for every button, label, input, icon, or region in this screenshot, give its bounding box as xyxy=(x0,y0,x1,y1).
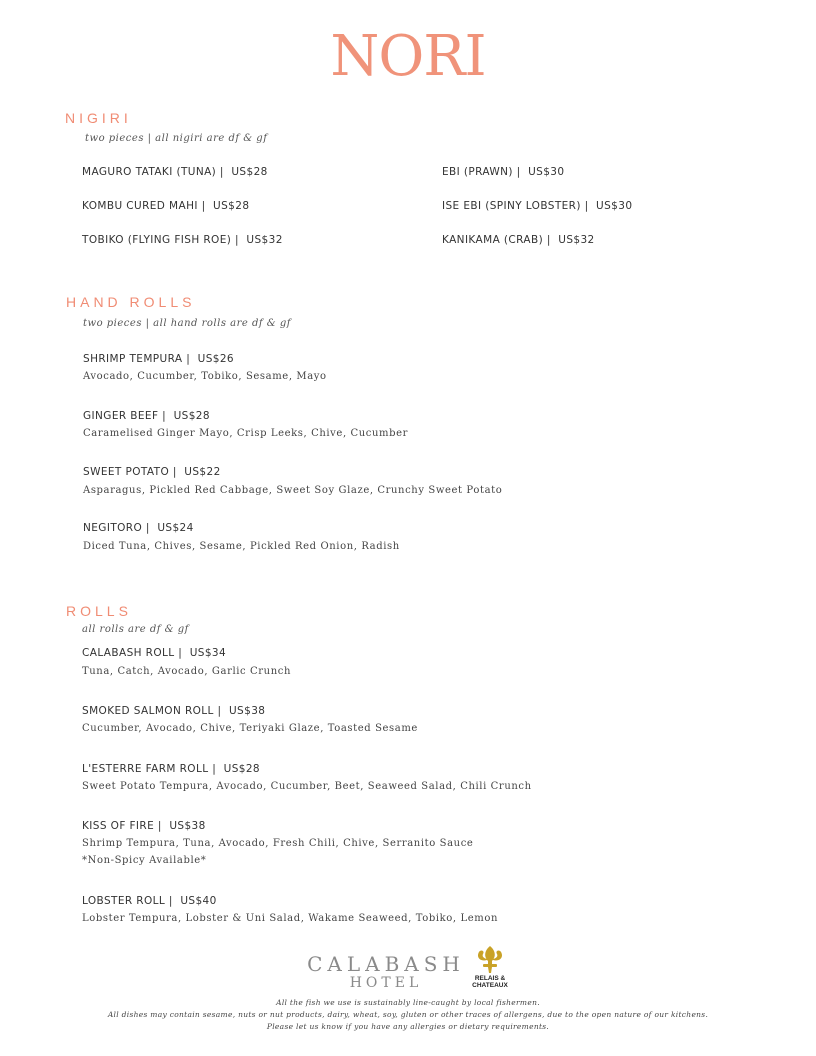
badge-line-1: RELAIS & xyxy=(474,975,506,982)
menu-item-smoked-salmon-roll: SMOKED SALMON ROLL | US$38 xyxy=(82,705,266,717)
menu-item-ise-ebi: ISE EBI (SPINY LOBSTER) | US$30 xyxy=(442,200,633,212)
section-title-hand-rolls: HAND ROLLS xyxy=(66,294,196,310)
menu-item-desc: Sweet Potato Tempura, Avocado, Cucumber, Beet, Seaweed Salad, Chili Crunch xyxy=(82,781,532,792)
hotel-subtitle: HOTEL xyxy=(349,975,423,991)
relais-chateaux-badge xyxy=(468,945,512,989)
menu-item-note: *Non-Spicy Available* xyxy=(82,855,207,866)
menu-item-shrimp-tempura: SHRIMP TEMPURA | US$26 xyxy=(83,353,235,365)
menu-item-kombu-cured-mahi: KOMBU CURED MAHI | US$28 xyxy=(82,200,250,212)
footer-line-3: Please let us know if you have any allergies or dietary requirements. xyxy=(266,1022,550,1031)
menu-item-tobiko: TOBIKO (FLYING FISH ROE) | US$32 xyxy=(82,234,283,246)
menu-item-desc: Asparagus, Pickled Red Cabbage, Sweet Soy Glaze, Crunchy Sweet Potato xyxy=(83,485,503,496)
restaurant-logo: NORI xyxy=(330,24,486,89)
menu-item-desc: Diced Tuna, Chives, Sesame, Pickled Red Onion, Radish xyxy=(83,541,400,552)
menu-item-desc: Caramelised Ginger Mayo, Crisp Leeks, Chive, Cucumber xyxy=(83,428,409,439)
footer-line-1: All the fish we use is sustainably line-caught by local fishermen. xyxy=(276,998,540,1007)
section-note-hand-rolls: two pieces | all hand rolls are df & gf xyxy=(83,318,291,329)
menu-item-desc: Avocado, Cucumber, Tobiko, Sesame, Mayo xyxy=(83,371,327,382)
menu-item-lobster-roll: LOBSTER ROLL | US$40 xyxy=(82,895,217,907)
section-note-rolls: all rolls are df & gf xyxy=(82,624,189,635)
menu-item-desc: Cucumber, Avocado, Chive, Teriyaki Glaze, Toasted Sesame xyxy=(82,723,418,734)
menu-item-desc: Lobster Tempura, Lobster & Uni Salad, Wakame Seaweed, Tobiko, Lemon xyxy=(82,913,498,924)
menu-item-kiss-of-fire: KISS OF FIRE | US$38 xyxy=(82,820,206,832)
menu-item-ebi: EBI (PRAWN) | US$30 xyxy=(442,166,565,178)
hotel-name: CALABASH xyxy=(307,952,465,976)
footer-line-2: All dishes may contain sesame, nuts or nut products, dairy, wheat, soy, gluten or other traces of allergens, due to the open nature of our kitchens. xyxy=(107,1010,709,1019)
menu-item-sweet-potato: SWEET POTATO | US$22 xyxy=(83,466,221,478)
section-note-nigiri: two pieces | all nigiri are df & gf xyxy=(85,133,268,144)
badge-line-2: CHATEAUX xyxy=(472,982,508,989)
menu-item-negitoro: NEGITORO | US$24 xyxy=(83,522,194,534)
menu-item-desc: Shrimp Tempura, Tuna, Avocado, Fresh Chili, Chive, Serranito Sauce xyxy=(82,838,474,849)
hotel-logo xyxy=(306,953,466,991)
menu-item-desc: Tuna, Catch, Avocado, Garlic Crunch xyxy=(82,666,291,677)
menu-item-kanikama: KANIKAMA (CRAB) | US$32 xyxy=(442,234,595,246)
menu-item-lesterre-farm-roll: L'ESTERRE FARM ROLL | US$28 xyxy=(82,763,261,775)
fleur-de-lis-icon xyxy=(468,945,512,975)
menu-item-maguro-tataki: MAGURO TATAKI (TUNA) | US$28 xyxy=(82,166,268,178)
menu-item-ginger-beef: GINGER BEEF | US$28 xyxy=(83,410,210,422)
section-title-rolls: ROLLS xyxy=(66,603,132,619)
menu-item-calabash-roll: CALABASH ROLL | US$34 xyxy=(82,647,227,659)
section-title-nigiri: NIGIRI xyxy=(65,110,132,126)
